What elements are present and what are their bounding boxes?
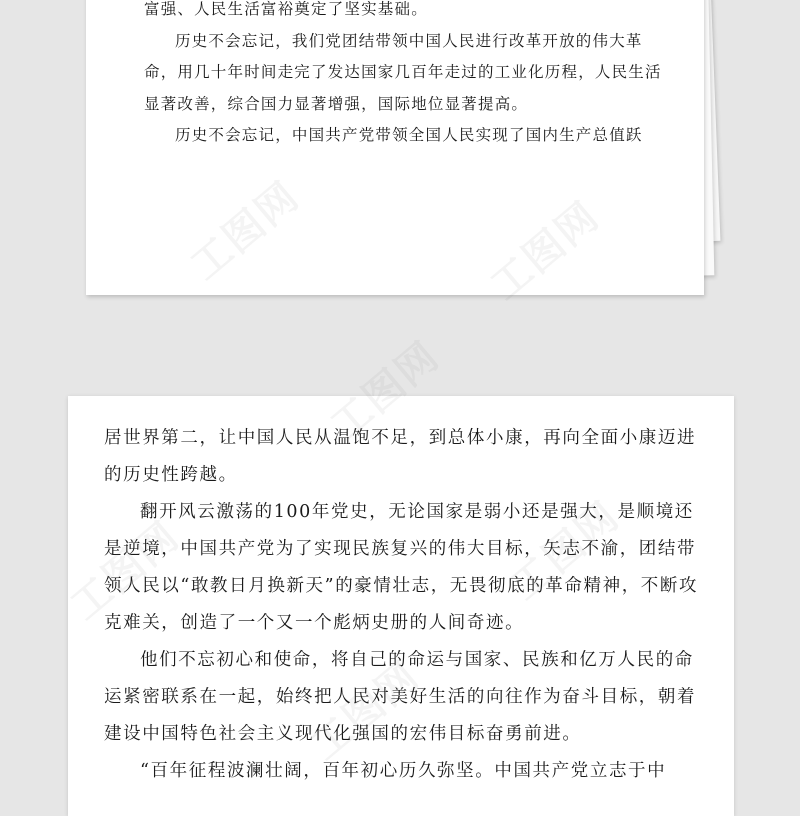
- page2-paragraph-3: 他们不忘初心和使命，将自己的命运与国家、民族和亿万人民的命运紧密联系在一起，始终把人民对美好生活的向往作为奋斗目标，朝着建设中国特色社会主义现代化强国的宏伟目标奋勇前进。: [104, 650, 697, 744]
- page1-paragraph-2: 历史不会忘记，我们党团结带领中国人民进行改革开放的伟大革命，用几十年时间走完了发达国家几百年走过的工业化历程，人民生活显著改善，综合国力显著增强，国际地位显著提高。: [144, 31, 662, 113]
- page-stack-top: [86, 0, 720, 298]
- page1-paragraph-3: 历史不会忘记，中国共产党带领全国人民实现了国内生产总值跃: [175, 126, 643, 144]
- document-page-2: [68, 396, 734, 816]
- page1-paragraph-1: 富强、人民生活富裕奠定了坚实基础。: [144, 0, 428, 18]
- paper-sheet-front: [86, 0, 704, 295]
- page2-paragraph-4: “百年征程波澜壮阔，百年初心历久弥坚。中国共产党立志于中: [140, 761, 667, 781]
- page2-paragraph-2: 翻开风云激荡的100年党史，无论国家是弱小还是强大，是顺境还是逆境，中国共产党为了实现民族复兴的伟大目标，矢志不渝，团结带领人民以“敢教日月换新天”的豪情壮志，无畏彻底的革命精神，不断攻克难关，创造了一个又一个彪炳史册的人间奇迹。: [104, 502, 699, 633]
- page2-paragraph-1: 居世界第二，让中国人民从温饱不足，到总体小康，再向全面小康迈进的历史性跨越。: [104, 428, 697, 485]
- page1-text: [144, 0, 664, 152]
- page2-text: [104, 420, 700, 790]
- watermark-logo: 工图网: [322, 333, 449, 450]
